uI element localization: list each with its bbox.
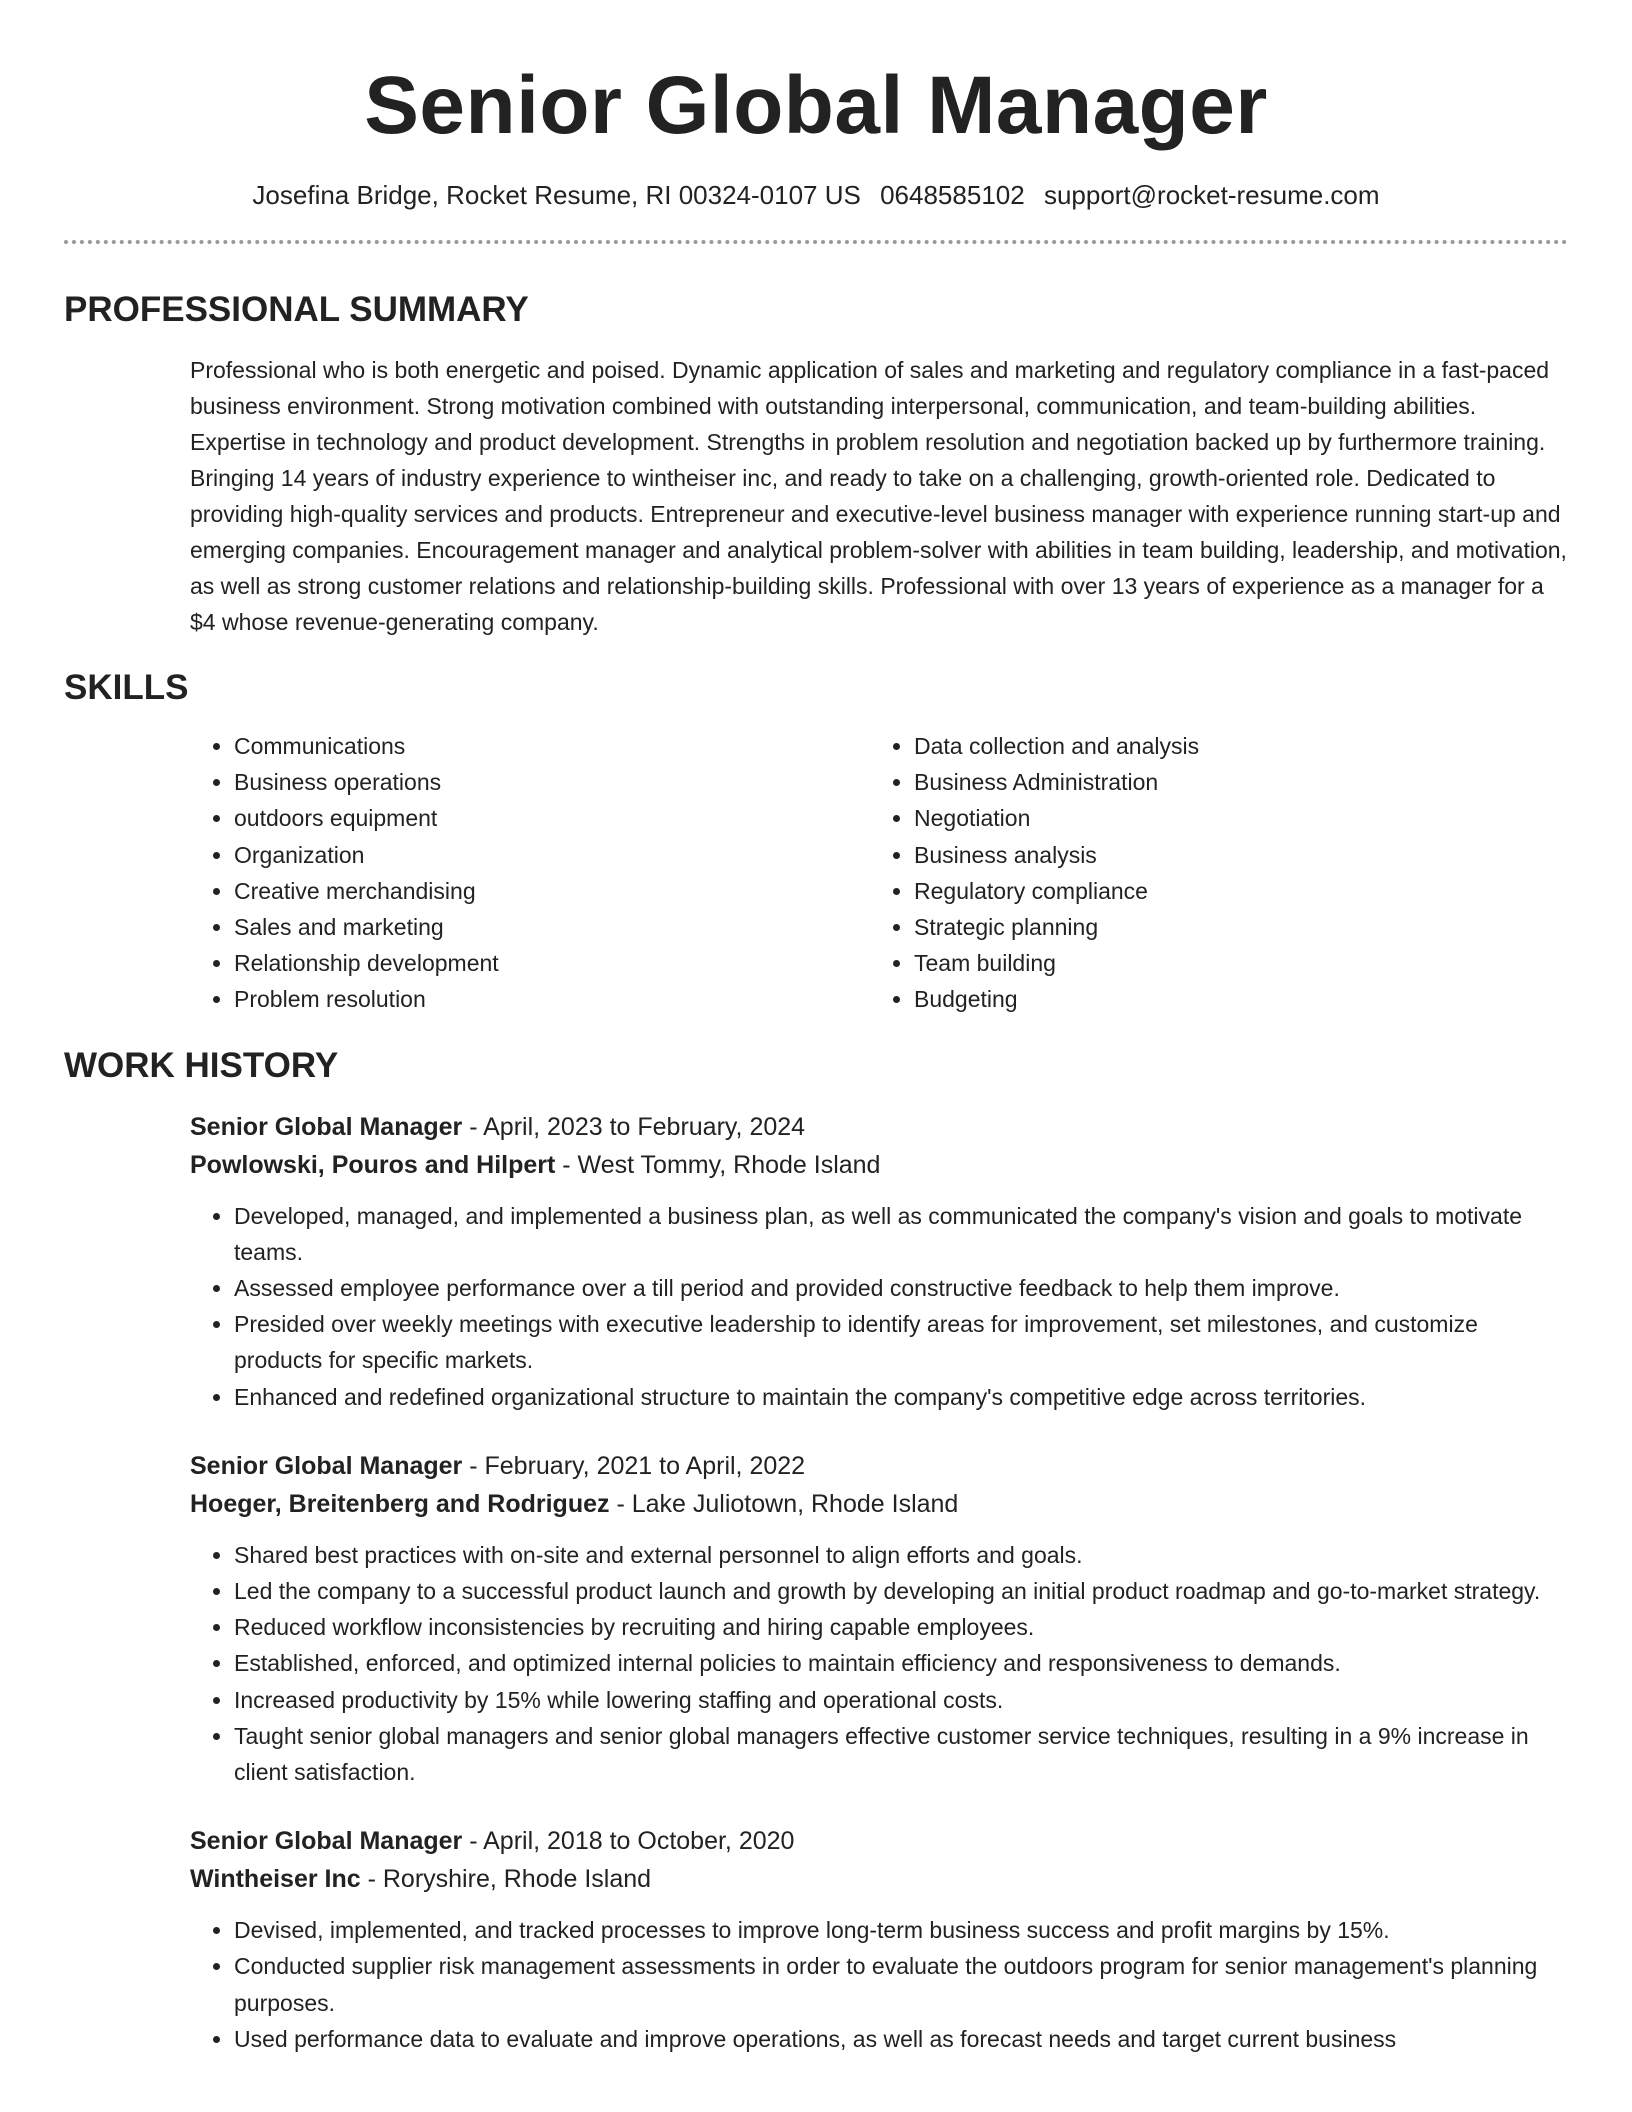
job-role: Senior Global Manager <box>190 1451 463 1480</box>
job-location: - Roryshire, Rhode Island <box>360 1865 652 1894</box>
skill-item: • Team building <box>914 945 1550 981</box>
summary-text: Professional who is both energetic and poised. Dynamic application of sales and marketing and regulatory compliance in a fast-paced business environment. Strong motivation combined with outstanding interpersonal, communication, and team-building abilities. Expertise in technology and product development. Strengths in problem resolution and negotiation backed up by furthermore training. Bringing 14 years of industry experience to wintheiser inc, and ready to take on a challenging, growth-oriented role. Dedicated to providing high-quality services and products. Entrepreneur and executive-level business manager with experience running start-up and emerging companies. Encouragement manager and analytical problem-solver with abilities in team building, leadership, and motivation, as well as strong customer relations and relationship-building skills. Professional with over 13 years of experience as a manager for a $4 whose revenue-generating company. <box>190 357 1567 635</box>
skills-section <box>64 666 1568 1018</box>
job-entry <box>190 1108 1568 1415</box>
resume-page <box>64 0 1568 2057</box>
header-divider <box>64 240 1568 244</box>
skill-item: • outdoors equipment <box>234 800 870 836</box>
contact-line <box>64 178 1568 212</box>
job-title-line <box>190 1447 1568 1485</box>
job-title-line <box>190 1108 1568 1146</box>
contact-email: support@rocket-resume.com <box>1043 180 1380 210</box>
skill-item: • Problem resolution <box>234 981 870 1017</box>
job-role: Senior Global Manager <box>190 1112 463 1141</box>
job-company-line <box>190 1146 1568 1184</box>
job-bullet: • Led the company to a successful product launch and growth by developing an initial product roadmap and go-to-market strategy. <box>234 1573 1568 1609</box>
job-location: - West Tommy, Rhode Island <box>555 1150 881 1179</box>
skill-item: • Relationship development <box>234 945 870 981</box>
job-location: - Lake Juliotown, Rhode Island <box>609 1489 959 1518</box>
job-bullet: • Enhanced and redefined organizational structure to maintain the company's competitive edge across territories. <box>234 1379 1568 1415</box>
job-bullets <box>190 1912 1568 2057</box>
job-bullets <box>190 1198 1568 1415</box>
skills-heading: SKILLS <box>64 668 189 707</box>
skill-item: • Negotiation <box>914 800 1550 836</box>
skills-column-right <box>870 728 1550 1018</box>
contact-phone: 0648585102 <box>880 180 1025 210</box>
job-title-line <box>190 1822 1568 1860</box>
job-bullet: • Presided over weekly meetings with executive leadership to identify areas for improvement, set milestones, and customize products for specific markets. <box>234 1306 1568 1378</box>
job-company: Hoeger, Breitenberg and Rodriguez <box>190 1489 610 1518</box>
skill-item: • Strategic planning <box>914 909 1550 945</box>
skill-item: • Organization <box>234 837 870 873</box>
skill-item: • Regulatory compliance <box>914 873 1550 909</box>
skill-item: • Creative merchandising <box>234 873 870 909</box>
summary-heading: PROFESSIONAL SUMMARY <box>64 290 529 329</box>
job-company: Wintheiser Inc <box>190 1865 361 1894</box>
job-dates: - April, 2018 to October, 2020 <box>462 1827 795 1856</box>
job-role: Senior Global Manager <box>190 1827 463 1856</box>
skills-list <box>190 728 1568 1018</box>
skill-item: • Sales and marketing <box>234 909 870 945</box>
job-bullets <box>190 1537 1568 1790</box>
job-dates: - February, 2021 to April, 2022 <box>462 1451 806 1480</box>
summary-section <box>64 288 1568 640</box>
job-bullet: • Established, enforced, and optimized internal policies to maintain efficiency and responsiveness to demands. <box>234 1645 1568 1681</box>
skill-item: • Communications <box>234 728 870 764</box>
contact-address: Josefina Bridge, Rocket Resume, RI 00324-0107 US <box>252 180 861 210</box>
job-bullet: • Shared best practices with on-site and external personnel to align efforts and goals. <box>234 1537 1568 1573</box>
job-entry <box>190 1447 1568 1790</box>
job-bullet: • Used performance data to evaluate and improve operations, as well as forecast needs and target current business <box>234 2021 1568 2057</box>
skill-item: • Business Administration <box>914 764 1550 800</box>
job-dates: - April, 2023 to February, 2024 <box>462 1112 806 1141</box>
skill-item: • Budgeting <box>914 981 1550 1017</box>
work-history-section <box>64 1044 1568 2057</box>
job-bullet: • Increased productivity by 15% while lowering staffing and operational costs. <box>234 1682 1568 1718</box>
job-bullet: • Devised, implemented, and tracked processes to improve long-term business success and profit margins by 15%. <box>234 1912 1568 1948</box>
skills-column-left <box>190 728 870 1018</box>
job-bullet: • Taught senior global managers and senior global managers effective customer service techniques, resulting in a 9% increase in client satisfaction. <box>234 1718 1568 1790</box>
skill-item: • Business operations <box>234 764 870 800</box>
job-company: Powlowski, Pouros and Hilpert <box>190 1150 556 1179</box>
page-title: Senior Global Manager <box>364 60 1268 151</box>
job-company-line <box>190 1485 1568 1523</box>
job-bullet: • Assessed employee performance over a till period and provided constructive feedback to help them improve. <box>234 1270 1568 1306</box>
job-bullet: • Reduced workflow inconsistencies by recruiting and hiring capable employees. <box>234 1609 1568 1645</box>
job-company-line <box>190 1860 1568 1898</box>
skill-item: • Data collection and analysis <box>914 728 1550 764</box>
job-bullet: • Conducted supplier risk management assessments in order to evaluate the outdoors program for senior management's planning purposes. <box>234 1948 1568 2020</box>
work-history-heading: WORK HISTORY <box>64 1045 339 1085</box>
job-entry <box>190 1822 1568 2057</box>
job-bullet: • Developed, managed, and implemented a business plan, as well as communicated the company's vision and goals to motivate teams. <box>234 1198 1568 1270</box>
skill-item: • Business analysis <box>914 837 1550 873</box>
